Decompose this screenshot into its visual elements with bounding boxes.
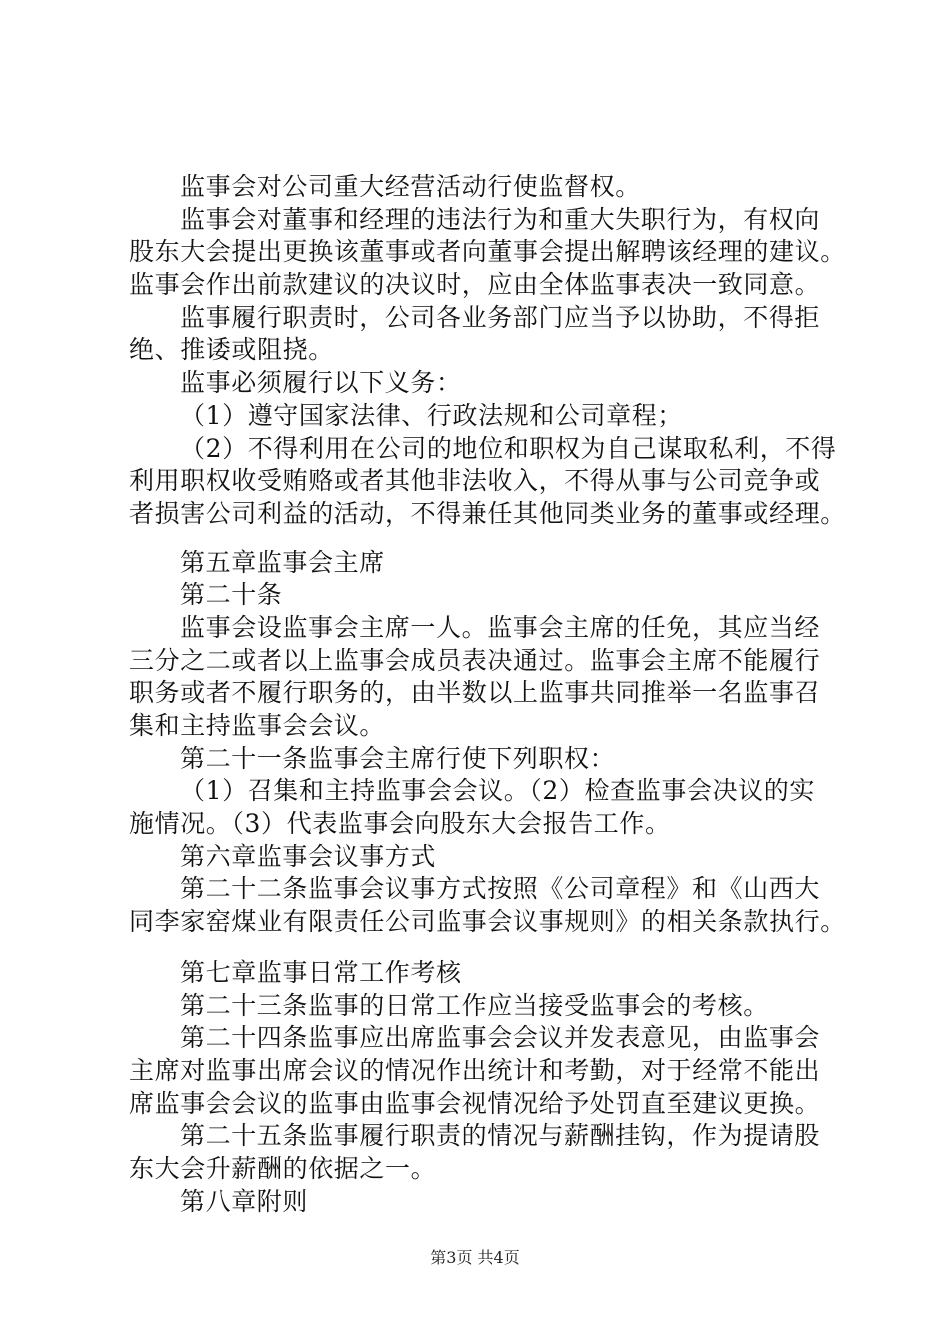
paragraph-line: 监事会对董事和经理的违法行为和重大失职行为，有权向 xyxy=(180,204,821,234)
body-text xyxy=(129,171,869,1218)
paragraph-line: 股东大会提出更换该董事或者向董事会提出解聘该经理的建议。 xyxy=(129,237,846,267)
paragraph-line: 施情况。（3）代表监事会向股东大会报告工作。 xyxy=(129,809,671,839)
list-item-line: （1）召集和主持监事会会议。（2）检查监事会决议的实 xyxy=(180,776,815,806)
paragraph-line: 第二十二条监事会议事方式按照《公司章程》和《山西大 xyxy=(180,874,821,904)
paragraph-line: 监事会设监事会主席一人。监事会主席的任免，其应当经 xyxy=(180,612,821,642)
paragraph-line: 利用职权收受贿赂或者其他非法收入，不得从事与公司竞争或 xyxy=(129,466,821,496)
paragraph-line: 监事会作出前款建议的决议时，应由全体监事表决一致同意。 xyxy=(129,270,821,300)
paragraph-line: 绝、推诿或阻挠。 xyxy=(129,335,334,365)
chapter-heading: 第六章监事会议事方式 xyxy=(180,841,437,871)
list-item-line: （1）遵守国家法律、行政法规和公司章程； xyxy=(180,400,683,430)
chapter-heading: 第五章监事会主席 xyxy=(180,547,385,577)
paragraph-line: 第二十一条监事会主席行使下列职权： xyxy=(180,743,616,773)
article-heading: 第二十条 xyxy=(180,580,283,610)
paragraph-line: 三分之二或者以上监事会成员表决通过。监事会主席不能履行 xyxy=(129,645,821,675)
paragraph-line: 第二十五条监事履行职责的情况与薪酬挂钩，作为提请股 xyxy=(180,1121,821,1151)
spacer xyxy=(129,531,869,547)
paragraph-line: 同李家窑煤业有限责任公司监事会议事规则》的相关条款执行。 xyxy=(129,907,846,937)
paragraph-line: 席监事会会议的监事由监事会视情况给予处罚直至建议更换。 xyxy=(129,1088,821,1118)
page-footer: 第3页 共4页 xyxy=(430,1248,520,1267)
chapter-heading: 第七章监事日常工作考核 xyxy=(180,957,462,987)
list-item-line: （2）不得利用在公司的地位和职权为自己谋取私利，不得 xyxy=(180,433,837,463)
paragraph-line: 监事履行职责时，公司各业务部门应当予以协助，不得拒 xyxy=(180,302,821,332)
paragraph-line: 第二十四条监事应出席监事会会议并发表意见，由监事会 xyxy=(180,1023,821,1053)
paragraph-line: 监事必须履行以下义务： xyxy=(180,368,462,398)
paragraph-line: 监事会对公司重大经营活动行使监督权。 xyxy=(180,172,641,201)
paragraph-line: 职务或者不履行职务的，由半数以上监事共同推举一名监事召 xyxy=(129,678,821,708)
spacer xyxy=(129,939,869,957)
paragraph-line: 主席对监事出席会议的情况作出统计和考勤，对于经常不能出 xyxy=(129,1055,821,1085)
paragraph-line: 东大会升薪酬的依据之一。 xyxy=(129,1153,437,1183)
paragraph-line: 集和主持监事会会议。 xyxy=(129,711,386,740)
chapter-heading: 第八章附则 xyxy=(180,1186,309,1216)
paragraph-line: 者损害公司利益的活动，不得兼任其他同类业务的董事或经理。 xyxy=(129,498,846,528)
paragraph-line: 第二十三条监事的日常工作应当接受监事会的考核。 xyxy=(180,990,769,1020)
